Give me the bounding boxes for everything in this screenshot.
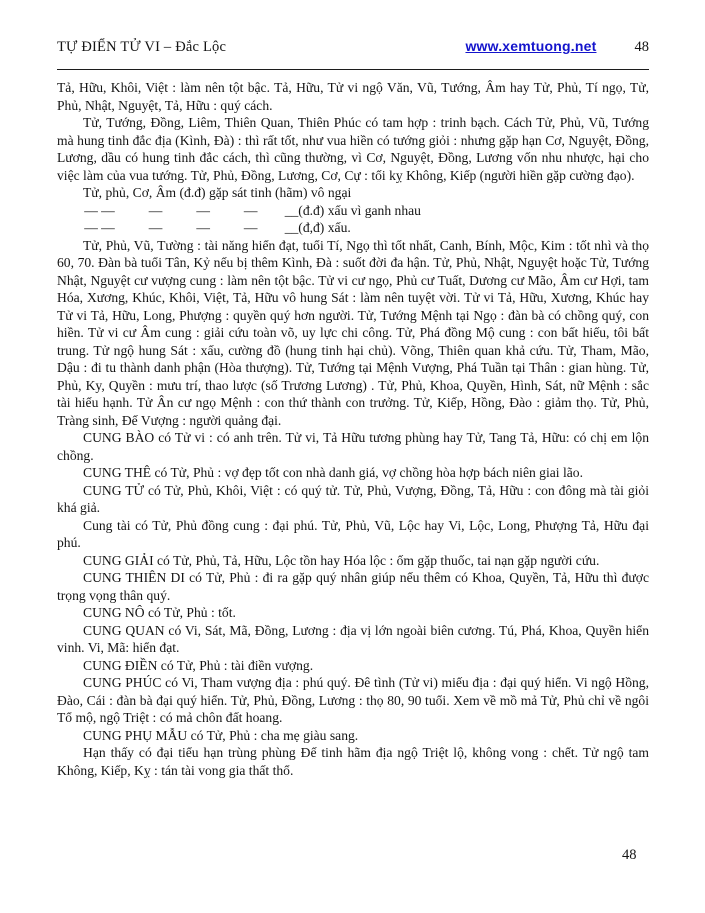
header-page-number: 48	[634, 39, 649, 55]
body-text	[57, 79, 649, 779]
paragraph: CUNG PHỤ MẪU có Tử, Phủ : cha mẹ giàu sang.	[83, 727, 359, 743]
paragraph: Tử, Tướng, Đồng, Liêm, Thiên Quan, Thiên Phúc có tam hợp : trinh bạch. Cách Tử, Phủ, Vũ, Tướng mà hung tinh đắc địa (Kình, Đà) : thì rất tốt, như vua hiền có tướng giỏi : nhưng gặp hạn Cơ, Nguyệt, Đồng, Lương, dầu có hung tinh đắc cách, thì cũng thường, vì Cơ, Nguyệt, Đồng, Lương vốn nhu nhược, hại cho việc làm của vua tướng. Tử, Phủ, Đồng, Lương, Cơ, Cự : tối kỵ Không, Kiếp (người hiền gặp cường đạo).	[57, 115, 649, 183]
paragraph: CUNG PHÚC có Vi, Tham vượng địa : phú quý. Đê tình (Tử vi) miếu địa : đại quý hiển. Vi ngộ Hồng, Đào, Cái : đàn bà đại quý hiển. Tử, Phủ, Đồng, Lương : thọ 80, 90 tuổi. Xem về mồ mả Tử, Phủ chỉ về ngôi Tổ mộ, ngộ Triệt : có mả chôn đất hoang.	[57, 675, 649, 725]
paragraph: Cung tài có Tử, Phủ đồng cung : đại phú. Tử, Phủ, Vũ, Lộc hay Vi, Lộc, Long, Phượng Tả, Hữu đại phú.	[57, 517, 649, 550]
paragraph: Tử, Phủ, Vũ, Tường : tài năng hiển đạt, tuổi Tí, Ngọ thì tốt nhất, Canh, Bính, Mộc, Kim : tốt nhì và thọ 60, 70. Đàn bà tuổi Tân, Kỷ nếu bị thêm Kình, Đà : suốt đời đa hận. Tử, Phủ, Nhật, Nguyệt hoặc Tử, Tướng Nhật, Nguyệt cư vượng cung : làm nên tột bậc. Tử vi cư ngọ, Phủ cư Tuất, Dương cư Mão, Âm cư Hợi, tam Hóa, Xương, Khúc, Khôi, Việt, Tả, Hữu vô hung Sát : làm nên tuyệt vời. Tử vi Tả, Hữu, Xương, Khúc hay Tử vi Tả, Hữu, Long, Phượng : quyền quý hơn người. Tử, Tướng Mệnh tại Ngọ : đàn bà có chồng quý, con hiền. Tử vi cư Âm cung : giải cứu toàn võ, uy lực chi công. Tử, Phá đồng Mộ cung : con bất hiếu, tôi bất trung. Tử ngộ hung Sát : xấu, cường đồ (hung tinh hại chủ). Võng, Thiên quan khả cứu. Tử, Tham, Mão, Dậu : đi tu thành danh phận (Hòa thượng). Tử, Tướng tại Mệnh Vượng, Phá Tuần tại Thân : gian hùng. Tử, Phủ, Ky, Quyền : mưu trí, thao lược (số Trương Lương) . Tử, Phủ, Khoa, Quyền, Hình, Sát, nữ Mệnh : sắc tài hiếu hạnh. Tử Ân cư ngọ Mệnh : con thứ thành con trưởng. Tử, Kiếp, Hồng, Đào : giảm thọ. Tử, Phủ, Tràng sinh, Đế Vượng : người quảng đại.	[57, 237, 649, 428]
paragraph: CUNG GIẢI có Tử, Phủ, Tả, Hữu, Lộc tồn hay Hóa lộc : ốm gặp thuốc, tai nạn gặp người cứu.	[83, 552, 600, 568]
paragraph: CUNG BÀO có Tử vi : có anh trên. Tử vi, Tả Hữu tương phùng hay Tử, Tang Tả, Hữu: có chị em lộn chồng.	[57, 430, 649, 463]
footer-page-number: 48	[622, 847, 637, 863]
paragraph: CUNG QUAN có Vi, Sát, Mã, Đồng, Lương : địa vị lớn ngoài biên cương. Tú, Phá, Khoa, Quyền hiển vinh. Vi, Mã: hiển đạt.	[57, 622, 649, 655]
website-link[interactable]: www.xemtuong.net	[465, 38, 597, 54]
paragraph: CUNG ĐIỀN có Tử, Phủ : tài điền vượng.	[83, 657, 314, 673]
paragraph: Tả, Hữu, Khôi, Việt : làm nên tột bậc. Tả, Hữu, Tử vi ngộ Văn, Vũ, Tướng, Âm hay Tử, Phủ, Tí ngọ, Tử, Phủ, Nhật, Nguyệt, Tả, Hữu : quý cách.	[57, 80, 649, 113]
paragraph: Tử, phủ, Cơ, Âm (đ.đ) gặp sát tinh (hãm) vô ngại	[83, 185, 352, 200]
paragraph: CUNG THIÊN DI có Tử, Phủ : đi ra gặp quý nhân giúp nếu thêm có Khoa, Quyền, Tả, Hữu thì được trọng vọng thân quý.	[57, 570, 649, 603]
book-title: TỰ ĐIỂN TỬ VI – Đắc Lộc	[57, 39, 227, 55]
paragraph: — — — — — __(đ,đ) xấu.	[57, 220, 351, 235]
page-header	[57, 38, 649, 56]
paragraph: CUNG TỬ có Tử, Phủ, Khôi, Việt : có quý tử. Tử, Phủ, Vượng, Đồng, Tả, Hữu : con đông mà tài giỏi khá giả.	[57, 482, 649, 515]
paragraph: — — — — — __(đ.đ) xấu vì ganh nhau	[57, 202, 421, 218]
header-divider	[57, 69, 649, 70]
paragraph: Hạn thấy có đại tiểu hạn trùng phùng Đế tinh hãm địa ngộ Triệt lộ, không vong : chết. Tử ngộ tam Không, Kiếp, Kỵ : tán tài vong gia thất thổ.	[57, 745, 649, 778]
paragraph: CUNG THÊ có Tử, Phủ : vợ đẹp tốt con nhà danh giá, vợ chồng hòa hợp bách niên giai lão.	[83, 465, 583, 480]
header-right-group	[465, 38, 649, 56]
paragraph: CUNG NÔ có Tử, Phủ : tốt.	[83, 605, 236, 620]
